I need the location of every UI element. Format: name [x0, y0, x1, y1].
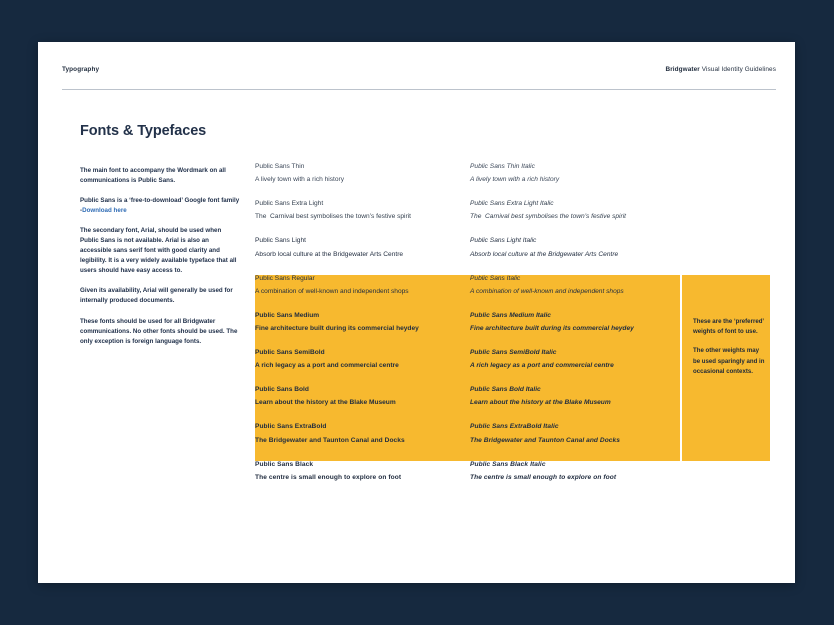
- specimen-sample-text-italic: A rich legacy as a port and commercial centre: [470, 362, 614, 370]
- specimen-cell-italic: [470, 460, 685, 497]
- specimen-weight-name-italic: Public Sans Black Italic: [470, 460, 546, 468]
- specimen-weight-name-italic: Public Sans ExtraBold Italic: [470, 423, 559, 431]
- specimen-sample-text-italic: Absorb local culture at the Bridgewater Arts Centre: [470, 250, 619, 258]
- specimen-row: [255, 348, 685, 385]
- intro-paragraph-2: [80, 196, 240, 216]
- specimen-sample-text-italic: The Carnival best symbolises the town’s festive spirit: [470, 213, 626, 221]
- specimen-weight-name: Public Sans Light: [255, 237, 306, 245]
- download-here-link[interactable]: Download here: [82, 207, 127, 215]
- specimen-row: [255, 422, 685, 459]
- specimen-cell-roman: [255, 162, 470, 199]
- intro-column: [80, 166, 240, 347]
- specimen-weight-name-italic: Public Sans Light Italic: [470, 237, 537, 245]
- specimen-sample-text: The Bridgewater and Taunton Canal and Docks: [255, 436, 405, 444]
- specimen-cell-italic: [470, 348, 685, 385]
- specimen-cell-italic: [470, 199, 685, 236]
- specimen-cell-italic: [470, 274, 685, 311]
- specimen-weight-name-italic: Public Sans Extra Light Italic: [470, 200, 554, 208]
- specimen-sample-text: The Carnival best symbolises the town’s festive spirit: [255, 213, 411, 221]
- specimen-weight-name: Public Sans SemiBold: [255, 348, 325, 356]
- specimen-sample-text: A rich legacy as a port and commercial centre: [255, 362, 399, 370]
- specimen-cell-italic: [470, 236, 685, 273]
- preferred-note-paragraph-1: These are the ‘preferred’ weights of font to use.: [693, 318, 764, 336]
- specimen-row: [255, 385, 685, 422]
- specimen-weight-name: Public Sans Extra Light: [255, 200, 324, 208]
- specimen-row: [255, 162, 685, 199]
- specimen-cell-roman: [255, 385, 470, 422]
- document-header: [62, 67, 776, 90]
- header-brand-label: [665, 67, 776, 73]
- specimen-sample-text-italic: A combination of well-known and independent shops: [470, 287, 624, 295]
- preferred-note-paragraph-2: The other weights may be used sparingly and in occasional contexts.: [693, 347, 765, 375]
- document-page: [38, 42, 795, 583]
- specimen-cell-italic: [470, 422, 685, 459]
- specimen-weight-name: Public Sans Thin: [255, 163, 305, 170]
- specimen-weight-name-italic: Public Sans Italic: [470, 274, 521, 282]
- specimen-cell-roman: [255, 236, 470, 273]
- specimen-sample-text-italic: The Bridgewater and Taunton Canal and Docks: [470, 436, 620, 444]
- specimen-weight-name: Public Sans Bold: [255, 386, 309, 394]
- specimen-cell-roman: [255, 460, 470, 497]
- specimen-sample-text-italic: Learn about the history at the Blake Museum: [470, 399, 611, 407]
- intro-p1-text: The main font to accompany the Wordmark on all communications is: [80, 167, 226, 185]
- intro-paragraph-3: The secondary font, Arial, should be used when Public Sans is not available. Arial is also an accessible sans serif font with good clarity and legibility. It is a very widely available typeface that all users should have easy access to.: [80, 227, 237, 275]
- specimen-cell-roman: [255, 311, 470, 348]
- header-section-label: Typography: [62, 66, 100, 73]
- specimen-sample-text: A combination of well-known and independent shops: [255, 287, 409, 295]
- specimen-cell-roman: [255, 274, 470, 311]
- page-title: Fonts & Typefaces: [80, 123, 207, 139]
- specimen-weight-name: Public Sans Black: [255, 460, 314, 468]
- specimen-weight-name: Public Sans Regular: [255, 274, 315, 282]
- specimen-row: [255, 236, 685, 273]
- specimen-cell-italic: [470, 311, 685, 348]
- specimen-weight-name: Public Sans Medium: [255, 311, 320, 319]
- specimen-row: [255, 274, 685, 311]
- specimen-row: [255, 460, 685, 497]
- specimen-area: [255, 162, 775, 502]
- intro-paragraph-1: [80, 166, 240, 186]
- specimen-sample-text-italic: A lively town with a rich history: [470, 176, 560, 184]
- specimen-sample-text: Learn about the history at the Blake Museum: [255, 399, 396, 407]
- intro-paragraph-5: These fonts should be used for all Bridgwater communications. No other fonts should be used. The only exception is foreign language fonts.: [80, 317, 238, 345]
- specimen-sample-text: A lively town with a rich history: [255, 176, 345, 184]
- specimen-rows: [255, 162, 685, 497]
- specimen-cell-roman: [255, 422, 470, 459]
- specimen-weight-name: Public Sans ExtraBold: [255, 423, 327, 431]
- header-brand-suffix: Visual Identity Guidelines: [699, 66, 776, 73]
- preferred-weights-note: [693, 317, 765, 377]
- specimen-weight-name-italic: Public Sans SemiBold Italic: [470, 348, 557, 356]
- specimen-sample-text: Fine architecture built during its commercial heydey: [255, 324, 419, 332]
- specimen-sample-text: Absorb local culture at the Bridgewater Arts Centre: [255, 250, 404, 258]
- specimen-cell-italic: [470, 385, 685, 422]
- specimen-sample-text-italic: Fine architecture built during its commercial heydey: [470, 324, 634, 332]
- intro-p1-emphasis: Public Sans.: [138, 177, 176, 185]
- specimen-weight-name-italic: Public Sans Thin Italic: [470, 163, 535, 170]
- specimen-cell-italic: [470, 162, 685, 199]
- specimen-row: [255, 199, 685, 236]
- header-brand-name: Bridgwater: [665, 66, 700, 73]
- specimen-row: [255, 311, 685, 348]
- specimen-cell-roman: [255, 348, 470, 385]
- specimen-weight-name-italic: Public Sans Bold Italic: [470, 386, 541, 394]
- specimen-cell-roman: [255, 199, 470, 236]
- specimen-weight-name-italic: Public Sans Medium Italic: [470, 311, 551, 319]
- specimen-sample-text-italic: The centre is small enough to explore on foot: [470, 473, 617, 481]
- intro-p2-text: Public Sans is a ‘free-to-download’ Google font family -: [80, 197, 240, 215]
- intro-paragraph-4: Given its availability, Arial will generally be used for internally produced documents.: [80, 287, 233, 305]
- specimen-sample-text: The centre is small enough to explore on foot: [255, 473, 402, 481]
